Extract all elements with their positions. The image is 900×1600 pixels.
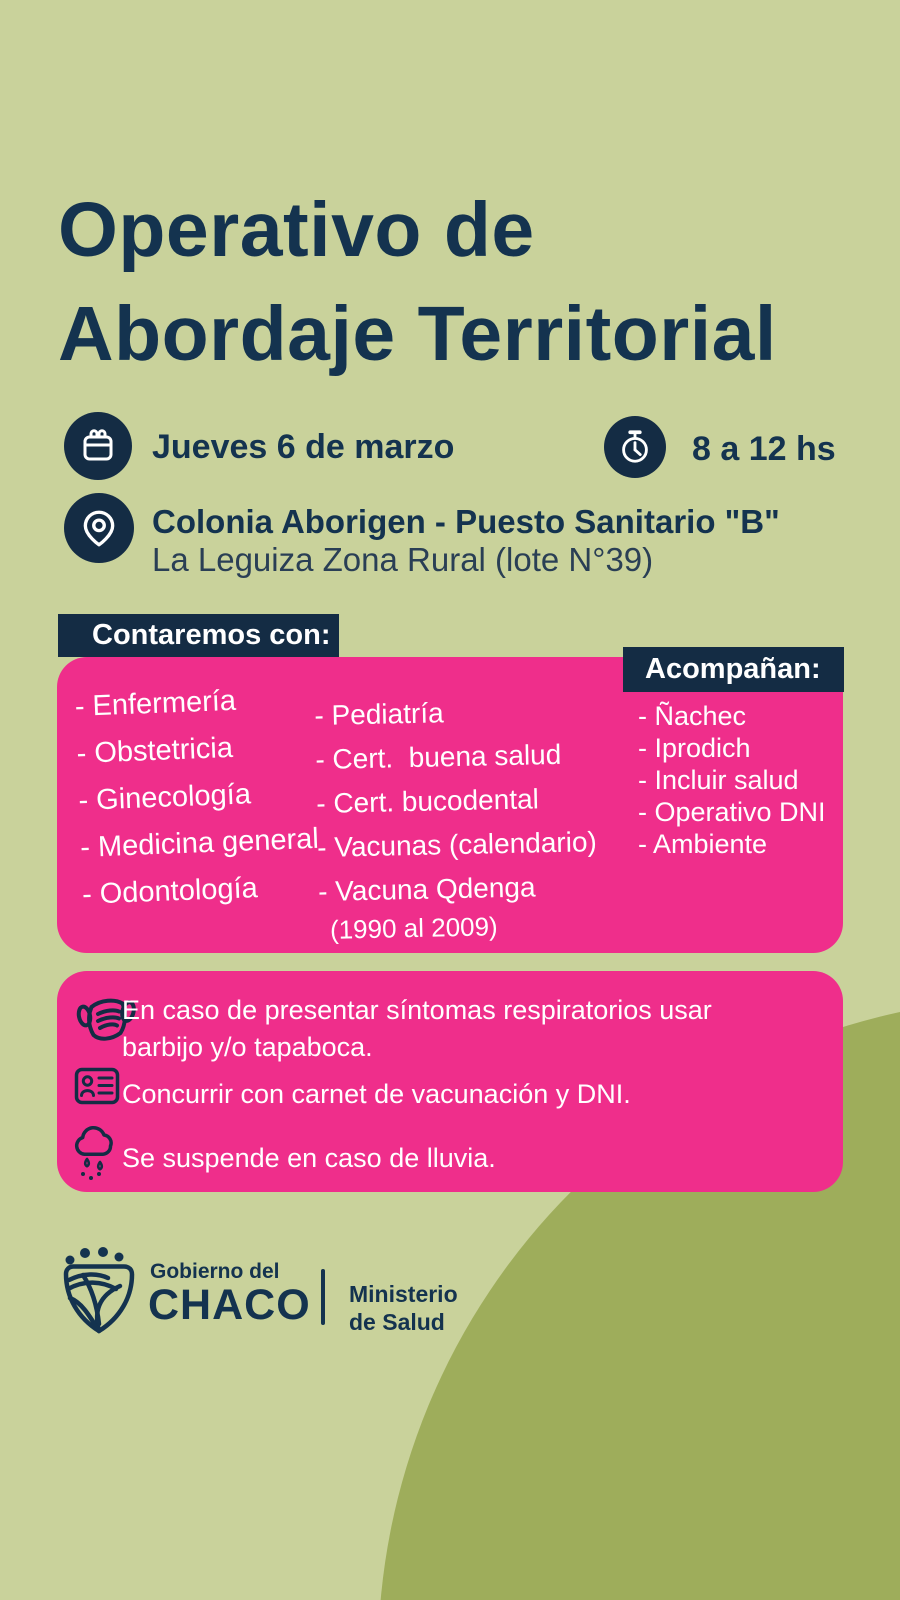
page-title-line2: Abordaje Territorial (58, 291, 777, 377)
event-time: 8 a 12 hs (692, 430, 836, 468)
list-item: - Odontología (81, 872, 259, 911)
government-name-label: CHACO (148, 1281, 311, 1329)
chaco-government-logo (56, 1244, 142, 1345)
footer-divider (321, 1269, 325, 1325)
vaccine-years-note: (1990 al 2009) (329, 911, 498, 945)
companions-header-label: Acompañan: (645, 653, 821, 685)
list-item: - Cert. buena salud (315, 738, 562, 775)
notice-rain-text: Se suspende en caso de lluvia. (122, 1143, 496, 1173)
ministry-label (349, 1280, 458, 1336)
page-title-line1: Operativo de (58, 187, 535, 273)
event-location-name: Colonia Aborigen - Puesto Sanitario "B" (152, 503, 780, 540)
notice-mask-text: En caso de presentar síntomas respiratorios usar barbijo y/o tapaboca. (122, 995, 712, 1062)
services-column-2 (314, 688, 598, 914)
government-small-label: Gobierno del (150, 1260, 280, 1283)
list-item: - Operativo DNI (638, 797, 826, 827)
notice-card-text: Concurrir con carnet de vacunación y DNI. (122, 1079, 631, 1109)
services-column-1 (74, 675, 321, 919)
list-item: - Pediatría (314, 697, 444, 731)
list-item: - Enfermería (74, 684, 237, 723)
companions-header-banner (623, 647, 844, 692)
ministry-line2: de Salud (349, 1309, 445, 1335)
rain-cloud-icon (70, 1118, 124, 1189)
list-item: - Ñachec (638, 701, 747, 731)
id-card-icon (74, 1066, 120, 1111)
list-item: - Cert. bucodental (315, 783, 540, 819)
services-header-banner (58, 614, 339, 657)
list-item: - Ginecología (77, 778, 252, 817)
list-item: - Vacuna Qdenga (317, 871, 536, 907)
list-item: - Obstetricia (76, 731, 234, 770)
event-location-detail: La Leguiza Zona Rural (lote N°39) (152, 541, 654, 578)
location-icon-badge (64, 493, 134, 563)
list-item: - Vacunas (calendario) (316, 826, 598, 863)
page-title (58, 178, 777, 386)
location-pin-icon (78, 507, 120, 549)
event-date: Jueves 6 de marzo (152, 428, 455, 466)
companions-list (638, 700, 826, 860)
list-item: - Medicina general (79, 822, 320, 864)
list-item: - Ambiente (638, 829, 768, 859)
ministry-line1: Ministerio (349, 1281, 458, 1307)
list-item: - Iprodich (638, 733, 751, 763)
clock-icon-badge (604, 416, 666, 478)
list-item: - Incluir salud (638, 765, 799, 795)
calendar-icon-badge (64, 412, 132, 480)
calendar-icon (78, 426, 118, 466)
services-header-label: Contaremos con: (92, 619, 331, 651)
stopwatch-icon (616, 428, 654, 466)
